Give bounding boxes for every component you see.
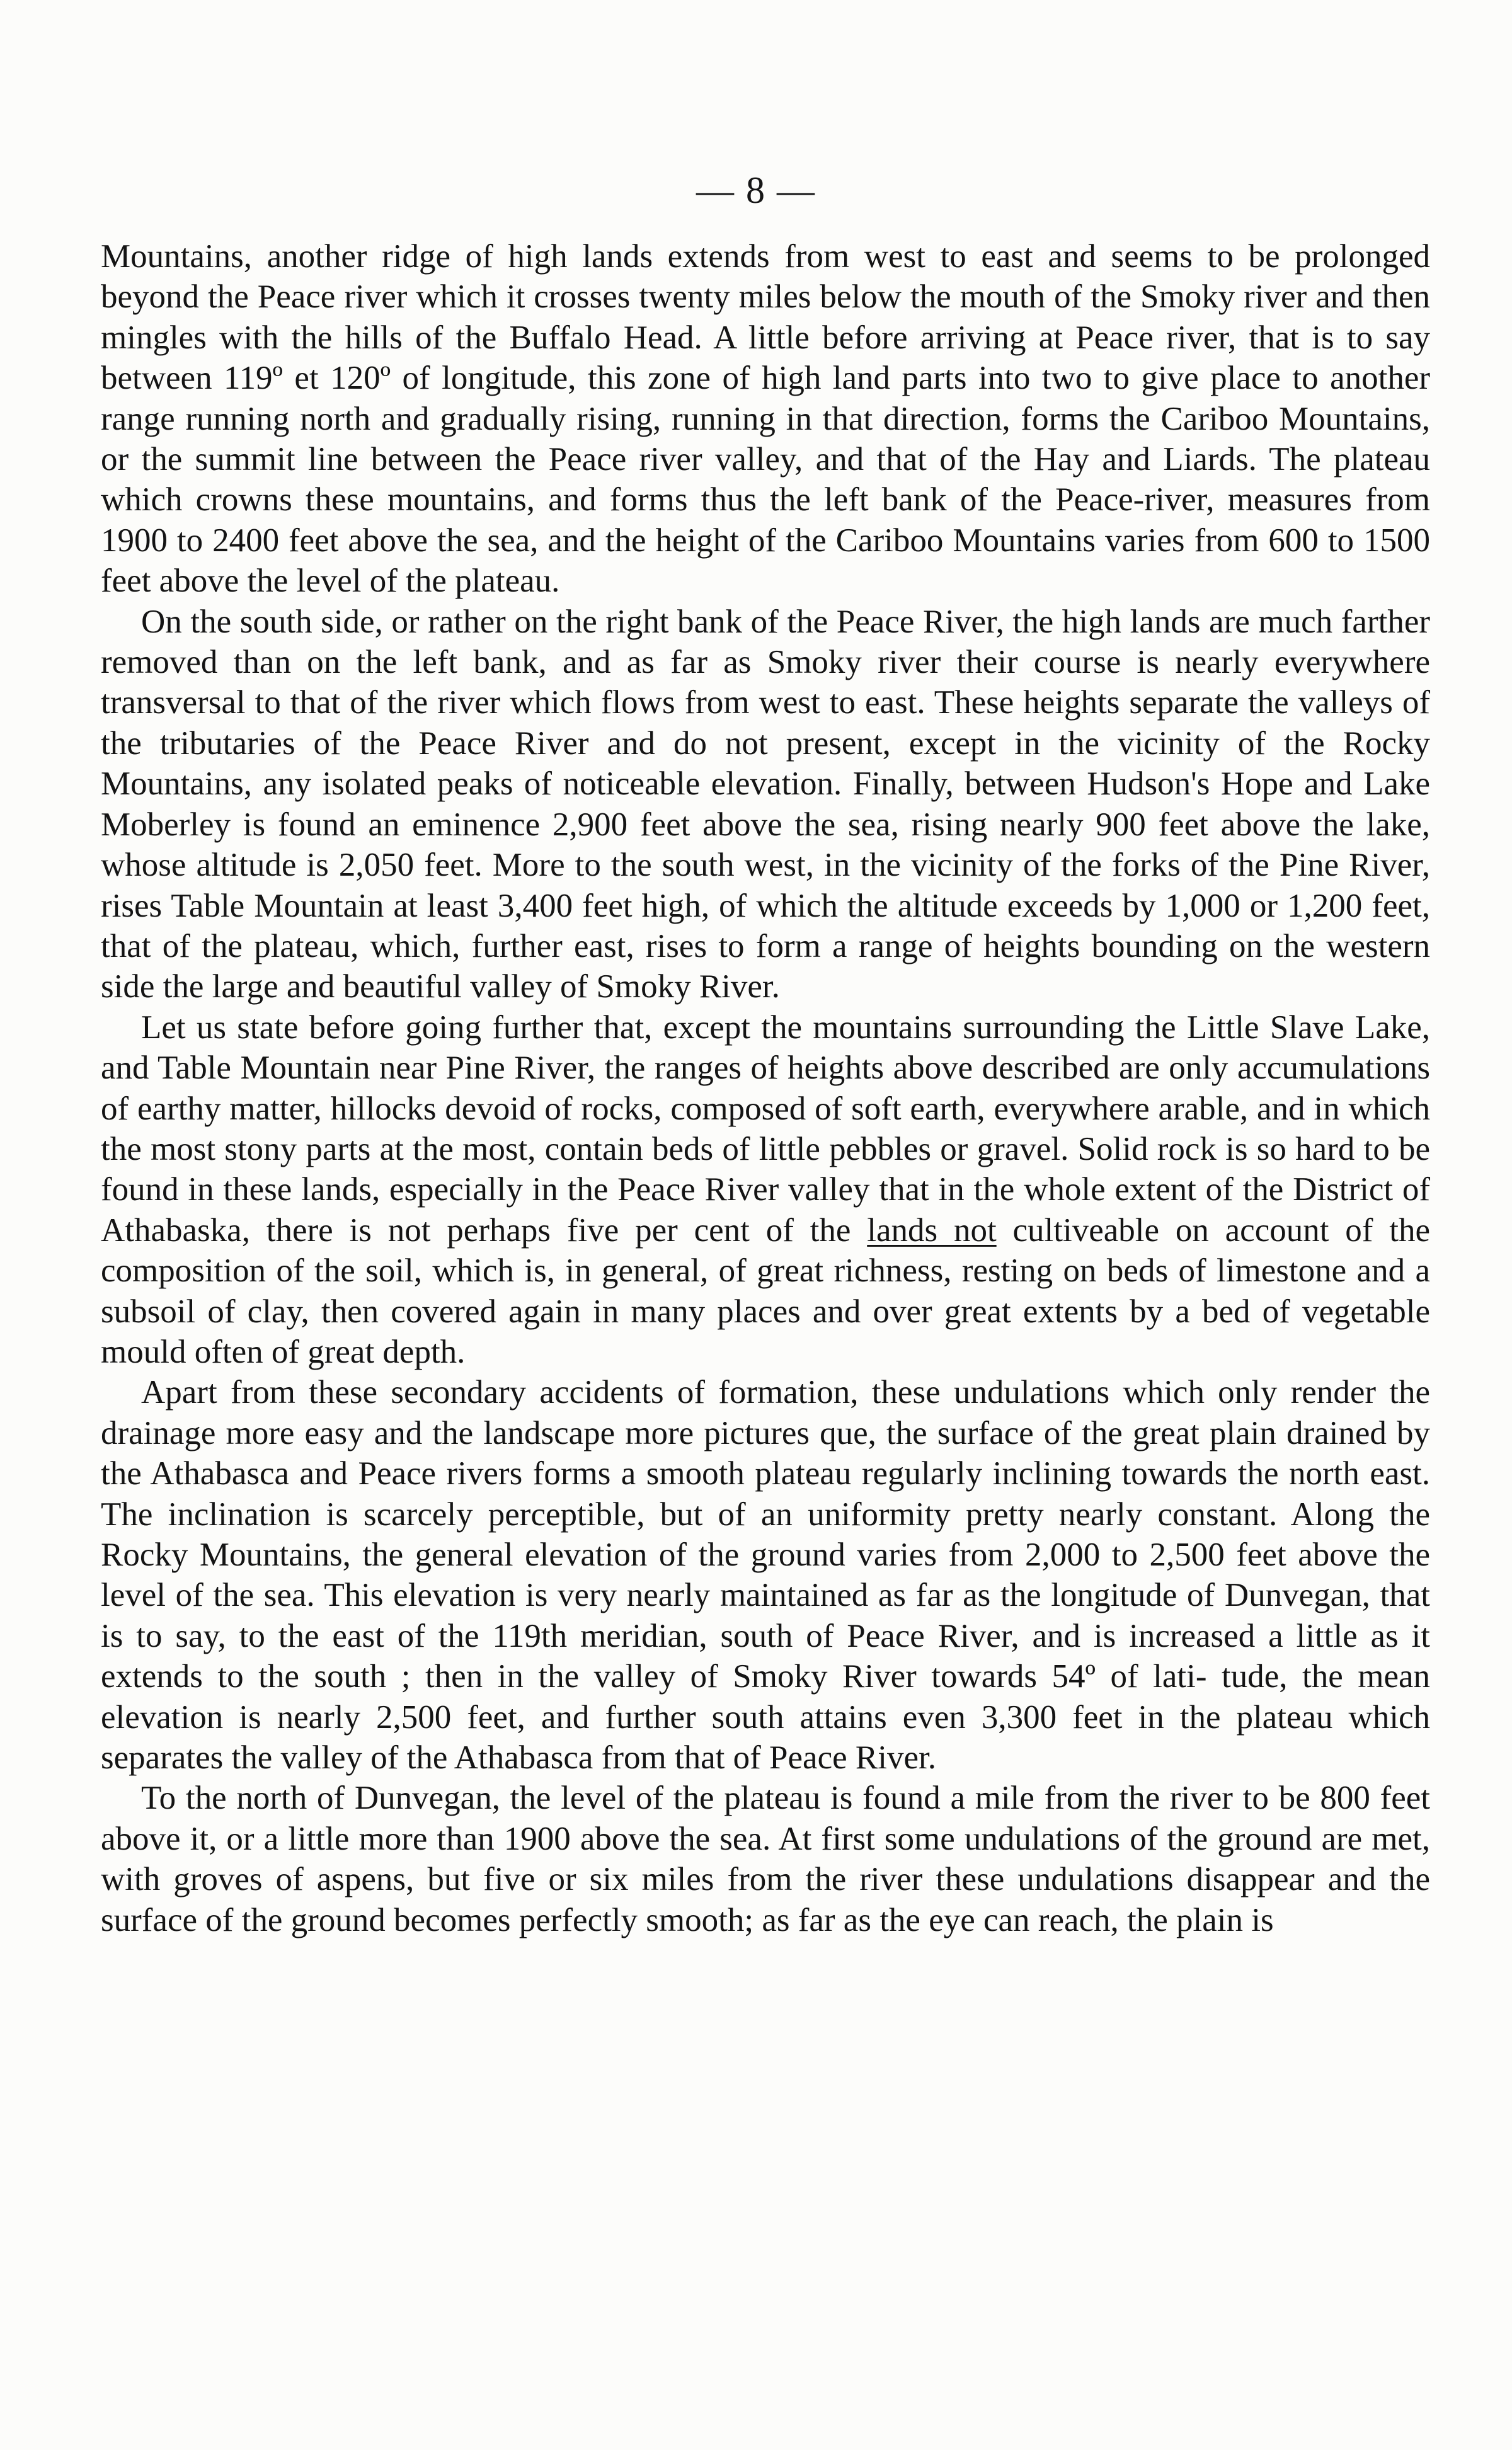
paragraph-south-side: On the south side, or rather on the right bank of the Peace River, the high lands are much farther removed than on the left bank, and as far as Smoky river their course is nearly everywhere transversal to that of the river which flows from west to east. These heights separate the valleys of the tributaries of the Peace River and do not present, except in the vicinity of the Rocky Mountains, any isolated peaks of noticeable elevation. Finally, between Hudson's Hope and Lake Moberley is found an eminence 2,900 feet above the sea, rising nearly 900 feet above the lake, whose altitude is 2,050 feet. More to the south west, in the vicinity of the forks of the Pine River, rises Table Mountain at least 3,400 feet high, of which the altitude exceeds by 1,000 or 1,200 feet, that of the plateau, which, further east, rises to form a range of heights bounding on the western side the large and beautiful valley of Smoky River. — [101, 603, 1430, 1005]
paragraph-plateau-inclination: Apart from these secondary accidents of formation, these undulations which only render the drainage more easy and the landscape more pictures que, the surface of the great plain drained by the Athabasca and Peace rivers forms a smooth plateau regularly inclining towards the north east. The inclination is scarcely perceptible, but of an uniformity pretty nearly constant. Along the Rocky Mountains, the general elevation of the ground varies from 2,000 to 2,500 feet above the level of the sea. This elevation is very nearly maintained as far as the longitude of Dunvegan, that is to say, to the east of the 119th meridian, south of Peace River, and is increased a little as it extends to the south ; then in the valley of Smoky River towards 54º of lati- tude, the mean elevation is nearly 2,500 feet, and further south attains even 3,300 feet in the plateau which separates the valley of the Athabasca from that of Peace River. — [101, 1374, 1430, 1777]
body-text — [101, 236, 1430, 1940]
paragraph-soil-composition — [101, 1007, 1430, 1373]
paragraph-north-of-dunvegan: To the north of Dunvegan, the level of the plateau is found a mile from the river to be 800 feet above it, or a little more than 1900 above the sea. At first some undulations of the ground are met, with groves of aspens, but five or six miles from the river these undulations disappear and the surface of the ground becomes perfectly smooth; as far as the eye can reach, the plain is — [101, 1780, 1430, 1938]
paragraph-soil-text-after: cultiveable on account of the composition of the soil, which is, in general, of great richness, resting on beds of limestone and a subsoil of clay, then covered again in many places and over great extents by a bed of vegetable mould often of great depth. — [101, 1211, 1430, 1370]
page-number: — 8 — — [696, 169, 816, 211]
paragraph-soil-text-before: Let us state before going further that, except the mountains surrounding the Little Slave Lake, and Table Mountain near Pine River, the ranges of heights above described are only accumulations of earthy matter, hillocks devoid of rocks, composed of soft earth, everywhere arable, and in which the most stony parts at the most, contain beds of little pebbles or gravel. Solid rock is so hard to be found in these lands, especially in the Peace River valley that in the whole extent of the District of Athabaska, there is not perhaps five per cent of the — [101, 1009, 1430, 1249]
paragraph-cariboo-mountains: Mountains, another ridge of high lands extends from west to east and seems to be prolonged beyond the Peace river which it crosses twenty miles below the mouth of the Smoky river and then mingles with the hills of the Buffalo Head. A little before arriving at Peace river, that is to say between 119º et 120º of longitude, this zone of high land parts into two to give place to another range running north and gradually rising, running in that direction, forms the Cariboo Mountains, or the summit line between the Peace river valley, and that of the Hay and Liards. The plateau which crowns these mountains, and forms thus the left bank of the Peace-river, measures from 1900 to 2400 feet above the sea, and the height of the Cariboo Mountains varies from 600 to 1500 feet above the level of the plateau. — [101, 238, 1430, 600]
underlined-phrase: lands not — [867, 1211, 997, 1249]
